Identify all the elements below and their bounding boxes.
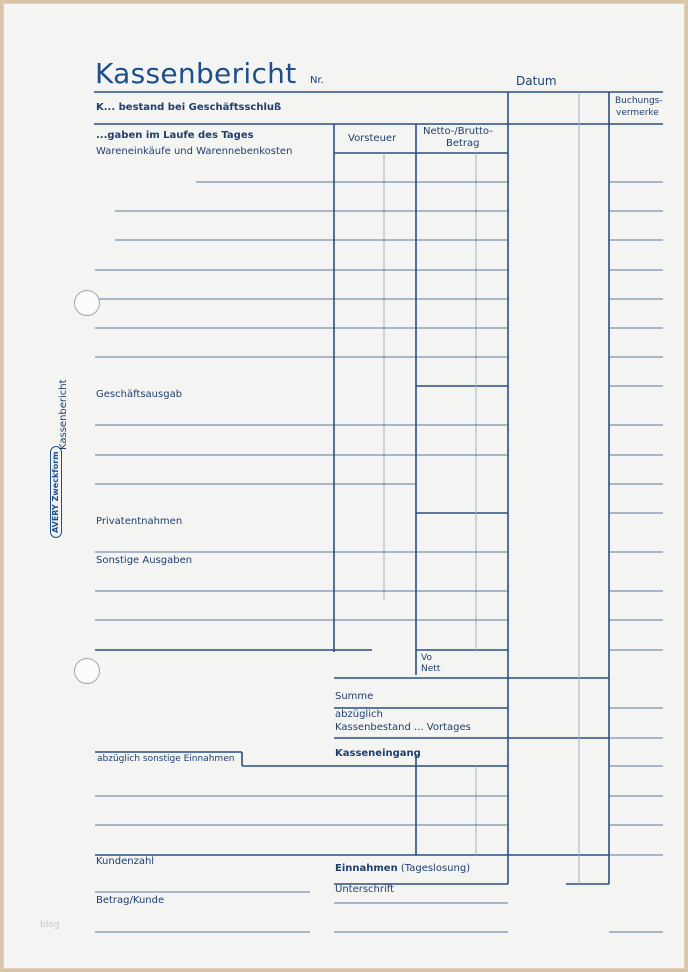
summe-label: Summe — [335, 691, 374, 702]
einnahmen-label — [335, 863, 470, 874]
vorsteuer-header: Vorsteuer — [348, 133, 397, 144]
nett-header: Nett — [421, 664, 441, 674]
kasseneingang-label: Kasseneingang — [335, 748, 421, 759]
einnahmen-rest: (Tageslosung) — [397, 863, 471, 874]
form-title: Kassenbericht — [95, 57, 297, 90]
geschaeft-label: Geschäftsausgab — [96, 389, 183, 400]
vermerke-label: vermerke — [616, 108, 659, 118]
punch-hole-top — [74, 290, 100, 316]
brand-logo: AVERY Zweckform — [50, 446, 62, 538]
buchungs-label: Buchungs- — [615, 96, 663, 106]
unterschrift-label: Unterschrift — [335, 884, 395, 895]
datum-label: Datum — [516, 74, 557, 88]
nr-label: Nr. — [310, 75, 324, 86]
kassenbestand-vortag-label: Kassenbestand ... Vortages — [335, 722, 471, 733]
sonstige-label: Sonstige Ausgaben — [96, 555, 193, 566]
netto-brutto-header: Netto-/Brutto- — [423, 126, 493, 137]
abz-sonstige-label: abzüglich sonstige Einnahmen — [97, 754, 235, 764]
punch-hole-bottom — [74, 658, 100, 684]
kassenbestand-label: K... bestand bei Geschäftsschluß — [96, 102, 282, 113]
vo-header: Vo — [421, 653, 432, 663]
waren-label: Wareneinkäufe und Warennebenkosten — [96, 146, 293, 157]
ausgaben-heading: ...gaben im Laufe des Tages — [96, 130, 254, 141]
privat-label: Privatentnahmen — [96, 516, 183, 527]
side-title: Kassenbericht — [58, 379, 69, 450]
betrag-kunde-label: Betrag/Kunde — [96, 895, 165, 906]
betrag-header: Betrag — [446, 138, 480, 149]
einnahmen-bold: Einnahmen — [335, 863, 398, 874]
kundenzahl-label: Kundenzahl — [96, 856, 155, 867]
abzueglich-label: abzüglich — [335, 709, 383, 720]
watermark: blog — [40, 920, 60, 930]
